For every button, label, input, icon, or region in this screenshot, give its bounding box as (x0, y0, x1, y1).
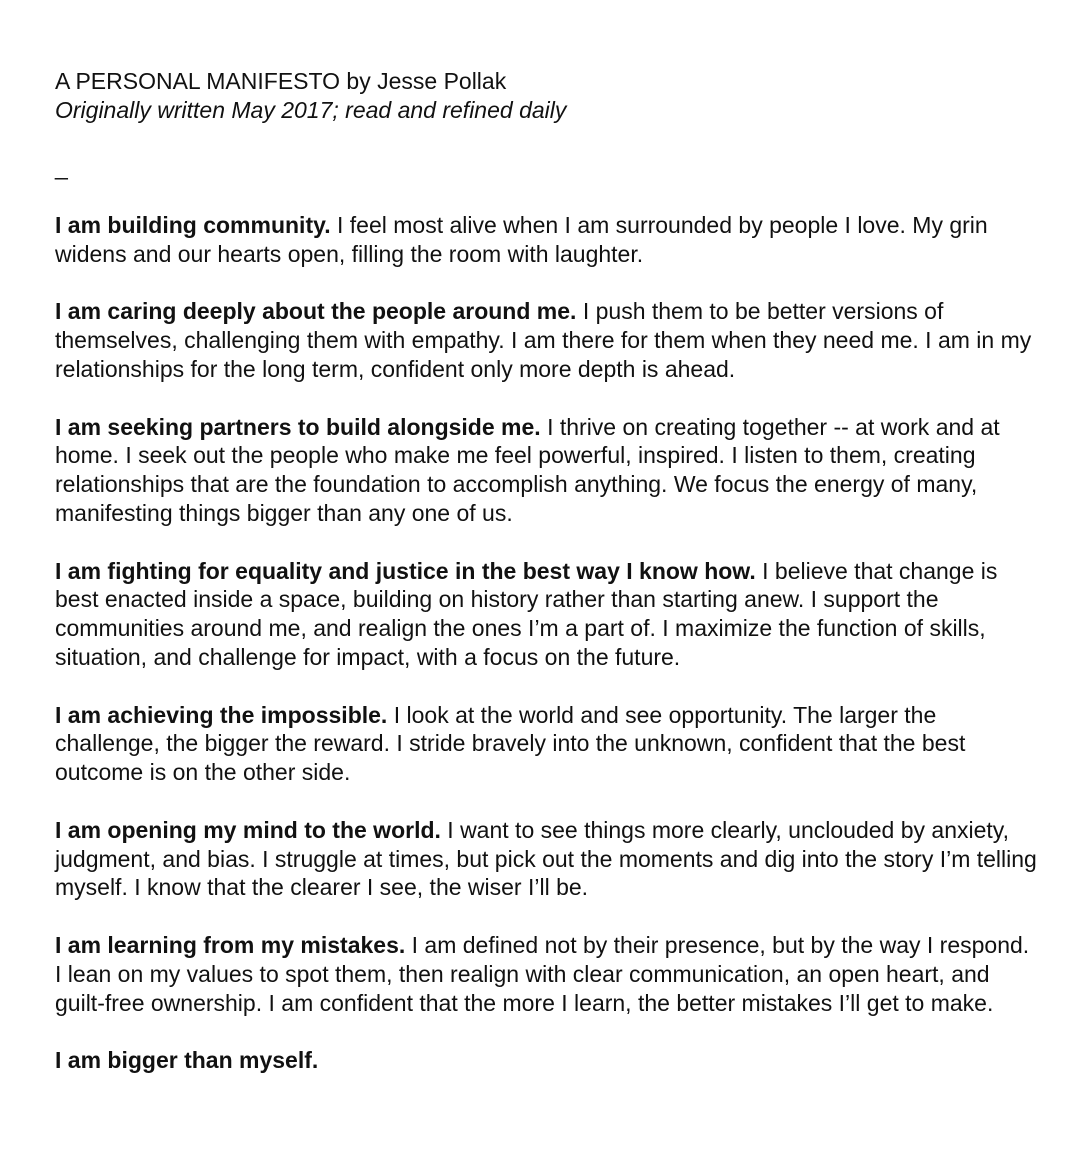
paragraph-body: I am defined not by their presence, but by the way I respond. I lean on my values to spot them, then realign with clear communication, an open heart, and guilt-free ownership. I am confident that the more I learn, the better mistakes I’ll get to make. (55, 931, 1030, 1016)
document-subtitle: Originally written May 2017; read and refined daily (55, 96, 567, 123)
manifesto-paragraph-partners (55, 413, 1040, 528)
section-divider: _ (55, 154, 68, 181)
paragraph-body: I want to see things more clearly, unclouded by anxiety, judgment, and bias. I struggle at times, but pick out the moments and dig into the story I’m telling myself. I know that the clearer I see, the wiser I’ll be. (55, 816, 1037, 901)
document-title: A PERSONAL MANIFESTO by Jesse Pollak (55, 68, 507, 94)
manifesto-paragraph-mistakes (55, 931, 1040, 1017)
paragraph-lead: I am building community. (55, 211, 331, 238)
paragraph-lead: I am achieving the impossible. (55, 701, 388, 728)
paragraph-lead: I am seeking partners to build alongside me. (55, 413, 541, 440)
paragraph-body: I believe that change is best enacted inside a space, building on history rather than starting anew. I support the communities around me, and realign the ones I’m a part of. I maximize the function of skills, situation, and challenge for impact, with a focus on the future. (55, 557, 998, 670)
paragraph-lead: I am learning from my mistakes. (55, 931, 406, 958)
manifesto-paragraph-bigger (55, 1046, 1040, 1075)
paragraph-lead: I am opening my mind to the world. (55, 816, 441, 843)
manifesto-paragraph-open-mind (55, 816, 1040, 902)
paragraph-body: I feel most alive when I am surrounded by people I love. My grin widens and our hearts open, filling the room with laughter. (55, 211, 988, 267)
paragraph-lead: I am bigger than myself. (55, 1047, 319, 1074)
paragraph-body: I look at the world and see opportunity. The larger the challenge, the bigger the reward. I stride bravely into the unknown, confident that the best outcome is on the other side. (55, 701, 966, 786)
paragraph-body: I thrive on creating together -- at work and at home. I seek out the people who make me feel powerful, inspired. I listen to them, creating relationships that are the foundation to accomplish anything. We focus the energy of many, manifesting things bigger than any one of us. (55, 413, 1000, 526)
paragraph-lead: I am fighting for equality and justice in the best way I know how. (55, 557, 756, 584)
manifesto-paragraph-equality (55, 557, 1040, 672)
paragraph-lead: I am caring deeply about the people around me. (55, 298, 577, 325)
manifesto-paragraph-caring (55, 297, 1040, 383)
manifesto-document (55, 67, 1040, 1075)
manifesto-paragraph-community (55, 211, 1040, 269)
manifesto-paragraph-impossible (55, 701, 1040, 787)
paragraph-body: I push them to be better versions of themselves, challenging them with empathy. I am there for them when they need me. I am in my relationships for the long term, confident only more depth is ahead. (55, 298, 1032, 382)
